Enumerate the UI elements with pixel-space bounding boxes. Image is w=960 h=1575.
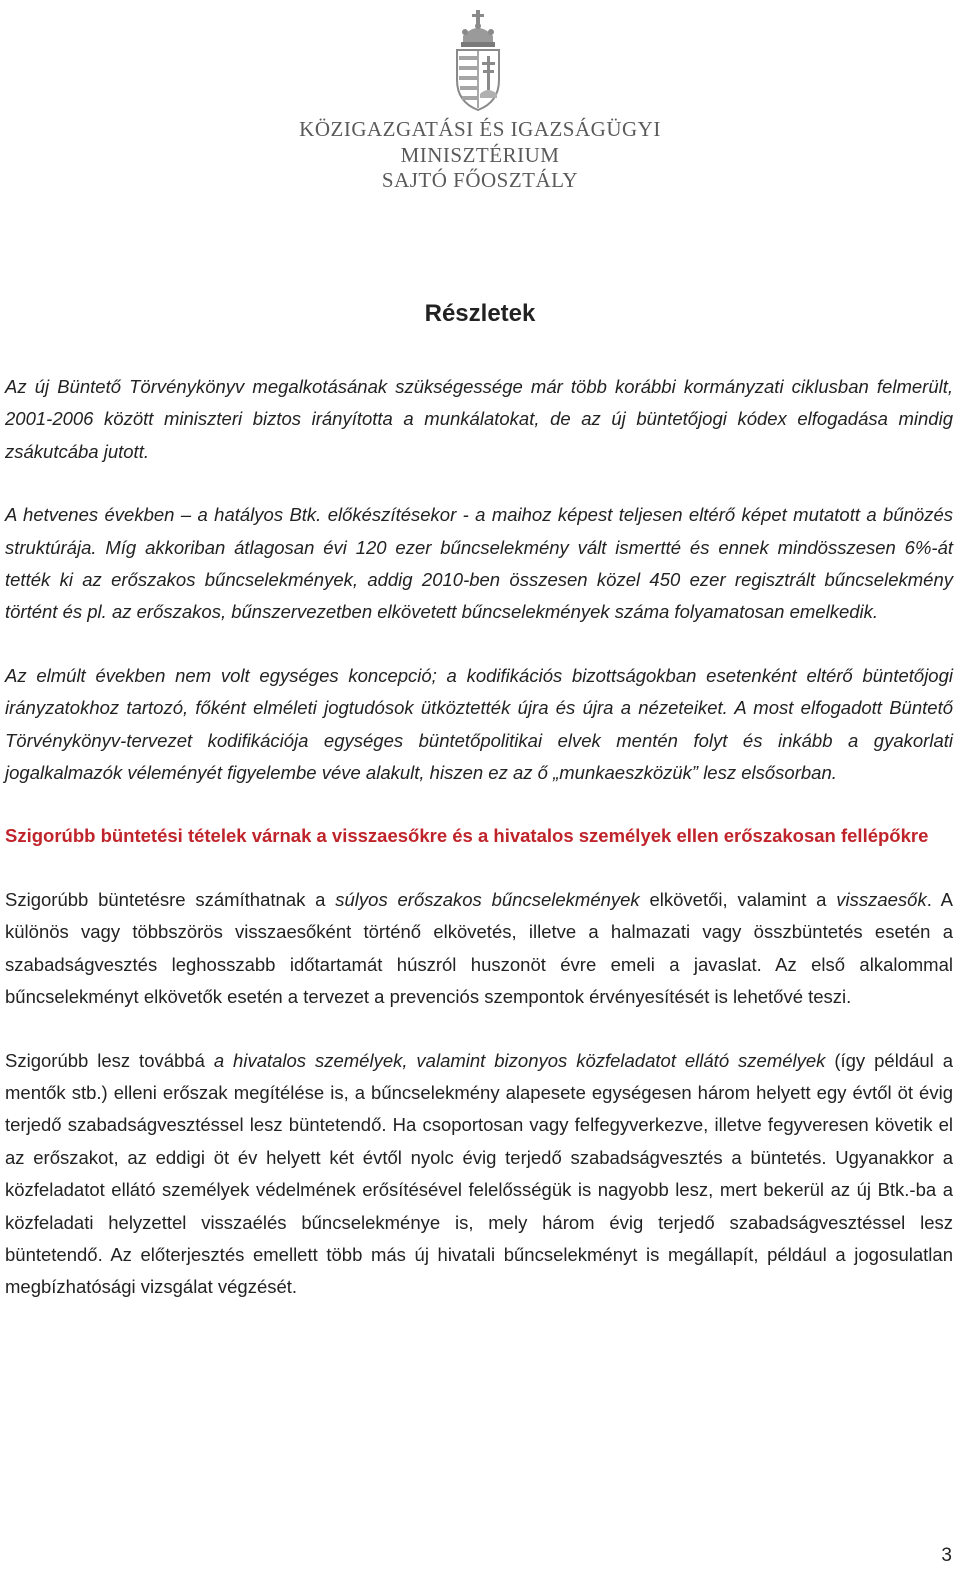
paragraph-public-officials: Szigorúbb lesz továbbá a hivatalos személyek, valamint bizonyos közfeladatot ellátó személyek (így például a mentők stb.) elleni erőszak megítélése is, a bűncselekmény alapesete egységesen három helyett egy évtől öt évig terjedő szabadságvesztéssel lesz büntetendő. Ha csoportosan vagy felfegyverkezve, illetve fegyveresen követik el az erőszakot, az eddigi öt év helyett két évtől nyolc évig terjedő szabadságvesztés a büntetés. Ugyanakkor a közfeladatot ellátó személyek védelmének erősítésével felelősségük is nagyobb lesz, mert bekerül az új Btk.-ba a közfeladati helyzettel visszaélés bűncselekménye is, mely három évig terjedő szabadságvesztéssel lesz büntetendő. Az előterjesztés emellett több más új hivatali bűncselekményt is megállapít, például a jogosulatlan megbízhatósági vizsgálat végzését. xyxy=(5,1049,953,1298)
hungarian-coat-of-arms-icon xyxy=(449,6,507,112)
paragraph-repeat-offenders: Szigorúbb büntetésre számíthatnak a súlyos erőszakos bűncselekmények elkövetői, valamint a visszaesők. A különös vagy többszörös visszaesőként történő elkövetés, illetve a halmazati vagy összbüntetés esetén a szabadságvesztés leghosszabb időtartamát húszról huszonöt évre emeli a javaslat. Az első alkalommal bűncselekményt elkövetők esetén a tervezet a prevenciós szempontok érvényesítését is lehetővé teszi. xyxy=(5,888,953,1008)
ministry-name-line2: MINISZTÉRIUM xyxy=(400,143,560,167)
section-heading: Szigorúbb büntetési tételek várnak a visszaesőkre és a hivatalos személyek ellen erőszakosan fellépőkre xyxy=(5,825,929,847)
paragraph-crime-structure: A hetvenes években – a hatályos Btk. előkészítésekor - a maihoz képest teljesen eltérő képet mutatott a bűnözés struktúrája. Míg akkoriban átlagosan évi 120 ezer bűncselekmény vált ismertté és ennek mindösszesen 6%-át tették ki az erőszakos bűncselekmények, addig 2010-ben összesen közel 450 ezer regisztrált bűncselekmény történt és pl. az erőszakos, bűnszervezetben elkövetett bűncselekmények száma folyamatosan emelkedik. xyxy=(5,504,953,623)
article-body xyxy=(5,371,953,1335)
ministry-name-line1: KÖZIGAZGATÁSI ÉS IGAZSÁGÜGYI xyxy=(299,117,661,141)
press-department-line: SAJTÓ FŐOSZTÁLY xyxy=(381,168,579,192)
page-title: Részletek xyxy=(424,300,536,327)
letterhead xyxy=(0,0,960,200)
paragraph-intro: Az új Büntető Törvénykönyv megalkotásának szükségessége már több korábbi kormányzati ciklusban felmerült, 2001-2006 között miniszteri biztos irányította a munkálatokat, de az új büntetőjogi kódex elfogadása mindig zsákutcába jutott. xyxy=(5,376,953,462)
paragraph-codification: Az elmúlt években nem volt egységes koncepció; a kodifikációs bizottságokban esetenként eltérő büntetőjogi irányzatokhoz tartozó, főként elméleti jogtudósok ütköztették újra és újra a nézeteiket. A most elfogadott Büntető Törvénykönyv-tervezet kodifikációja egységes büntetőpolitikai elvek mentén folyt és inkább a gyakorlati jogalkalmazók véleményét figyelembe véve alakult, hiszen ez az ő „munkaeszközük” lesz elsősorban. xyxy=(5,664,953,784)
page-number: 3 xyxy=(941,1545,952,1566)
